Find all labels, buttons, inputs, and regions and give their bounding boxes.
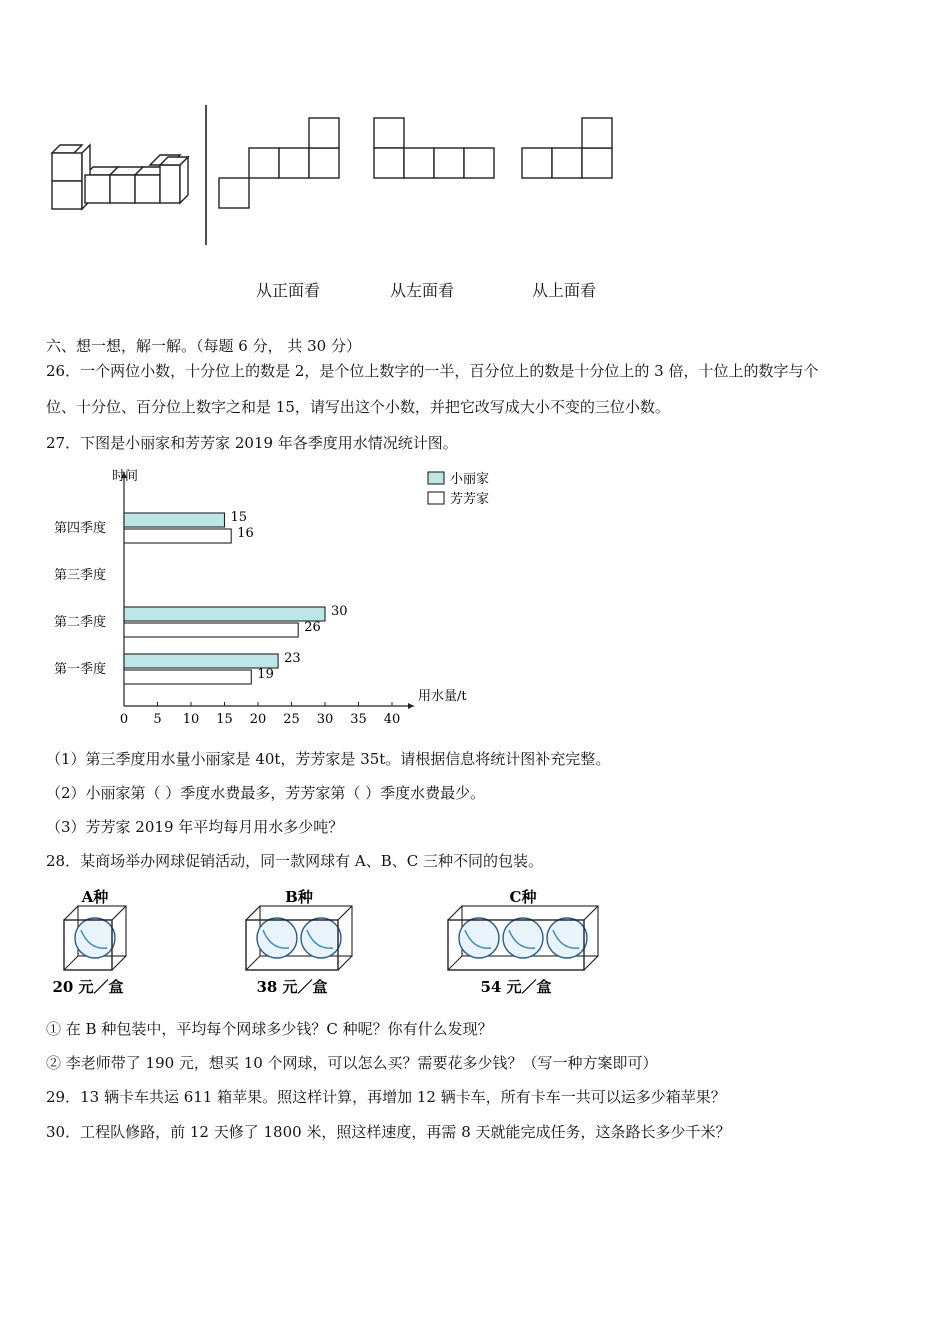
bar-value-label: 23 xyxy=(284,651,301,666)
x-axis-arrow xyxy=(408,703,414,709)
x-tick-label: 10 xyxy=(182,712,200,727)
bar xyxy=(124,607,325,621)
question-30: 30．工程队修路，前 12 天修了 1800 米，照这样速度，再需 8 天就能完成任务，这条路长多少千米？ xyxy=(46,1123,731,1141)
category-label: 第四季度 xyxy=(54,521,107,536)
box-edge xyxy=(584,956,598,970)
box-edge xyxy=(112,906,126,920)
box-edge xyxy=(112,956,126,970)
section-heading: 六、想一想，解一解。（每题 6 分， 共 30 分） xyxy=(46,337,361,355)
tennis-ball xyxy=(547,918,587,958)
question-27-stem: 27．下图是小丽家和芳芳家 2019 年各季度用水情况统计图。 xyxy=(46,434,458,452)
question-28-stem: 28．某商场举办网球促销活动，同一款网球有 A、B、C 三种不同的包装。 xyxy=(46,852,543,870)
category-label: 第三季度 xyxy=(54,568,107,583)
bar xyxy=(124,623,298,637)
box-edge xyxy=(338,906,352,920)
box-name-label: C种 xyxy=(509,888,537,906)
top-view-label: 从上面看 xyxy=(532,281,597,300)
box-edge xyxy=(246,906,260,920)
bar-value-label: 15 xyxy=(230,510,248,525)
front-view-drawing xyxy=(219,118,339,208)
x-tick-label: 15 xyxy=(216,712,233,727)
x-tick-label: 40 xyxy=(383,712,401,727)
box-edge xyxy=(448,956,462,970)
bar-value-label: 16 xyxy=(237,526,254,541)
bar xyxy=(124,654,278,668)
bar-value-label: 30 xyxy=(331,604,348,619)
x-tick-label: 5 xyxy=(153,712,162,727)
box-price-label: 20 元／盒 xyxy=(52,978,124,996)
question-28-sub2: ② 李老师带了 190 元，想买 10 个网球，可以怎么买？需要花多少钱？（写一种方案即可） xyxy=(46,1054,658,1072)
top-view-drawing xyxy=(522,118,612,178)
x-tick-label: 25 xyxy=(283,712,300,727)
box-price-label: 38 元／盒 xyxy=(256,978,328,996)
bar-value-label: 19 xyxy=(257,667,274,682)
x-tick-label: 35 xyxy=(350,712,367,727)
legend-label: 小丽家 xyxy=(450,472,490,487)
question-27-sub1: （1）第三季度用水量小丽家是 40t，芳芳家是 35t。请根据信息将统计图补充完整。 xyxy=(46,750,611,768)
x-tick-label: 20 xyxy=(249,712,267,727)
left-view-label: 从左面看 xyxy=(390,281,455,300)
tennis-ball xyxy=(75,918,115,958)
legend-swatch xyxy=(428,492,444,504)
ball-box xyxy=(64,906,126,970)
x-axis-label: 用水量/t xyxy=(418,689,467,704)
box-edge xyxy=(338,956,352,970)
question-26-line1: 26．一个两位小数，十分位上的数是 2，是个位上数字的一半，百分位上的数是十分位上的 3 倍，十位上的数字与个 xyxy=(46,362,819,380)
x-tick-label: 0 xyxy=(119,712,129,727)
tennis-ball xyxy=(257,918,297,958)
box-name-label: B种 xyxy=(285,888,313,906)
tennis-ball xyxy=(301,918,341,958)
question-29: 29．13 辆卡车共运 611 箱苹果。照这样计算，再增加 12 辆卡车，所有卡车一共可以运多少箱苹果？ xyxy=(46,1088,726,1106)
box-edge xyxy=(64,956,78,970)
left-view-drawing xyxy=(374,118,494,178)
box-edge xyxy=(64,906,78,920)
box-edge xyxy=(246,956,260,970)
x-tick-label: 30 xyxy=(316,712,334,727)
bar xyxy=(124,670,251,684)
tennis-ball xyxy=(503,918,543,958)
water-usage-chart xyxy=(40,460,520,735)
question-27-sub3: （3）芳芳家 2019 年平均每月用水多少吨？ xyxy=(46,818,344,836)
question-28-sub1: ① 在 B 种包装中，平均每个网球多少钱？C 种呢？你有什么发现？ xyxy=(46,1020,493,1038)
y-axis-label: 时间 xyxy=(112,469,139,484)
front-view-label: 从正面看 xyxy=(256,281,321,300)
category-label: 第二季度 xyxy=(54,615,107,630)
ball-box xyxy=(246,906,352,970)
box-price-label: 54 元／盒 xyxy=(480,978,552,996)
ball-box xyxy=(448,906,598,970)
legend-swatch xyxy=(428,472,444,484)
bar xyxy=(124,529,231,543)
question-26-line2: 位、十分位、百分位上数字之和是 15，请写出这个小数，并把它改写成大小不变的三位小数。 xyxy=(46,398,670,416)
tennis-ball-boxes xyxy=(40,880,620,1000)
bar xyxy=(124,513,225,527)
box-name-label: A种 xyxy=(81,888,109,906)
question-27-sub2: （2）小丽家第（ ）季度水费最多，芳芳家第（ ）季度水费最少。 xyxy=(46,784,486,802)
bar-value-label: 26 xyxy=(304,620,321,635)
box-edge xyxy=(448,906,462,920)
box-edge xyxy=(584,906,598,920)
cube-views-figure xyxy=(40,95,640,255)
cube-solid xyxy=(52,145,188,209)
legend-label: 芳芳家 xyxy=(450,492,490,507)
category-label: 第一季度 xyxy=(54,662,107,677)
tennis-ball xyxy=(459,918,499,958)
